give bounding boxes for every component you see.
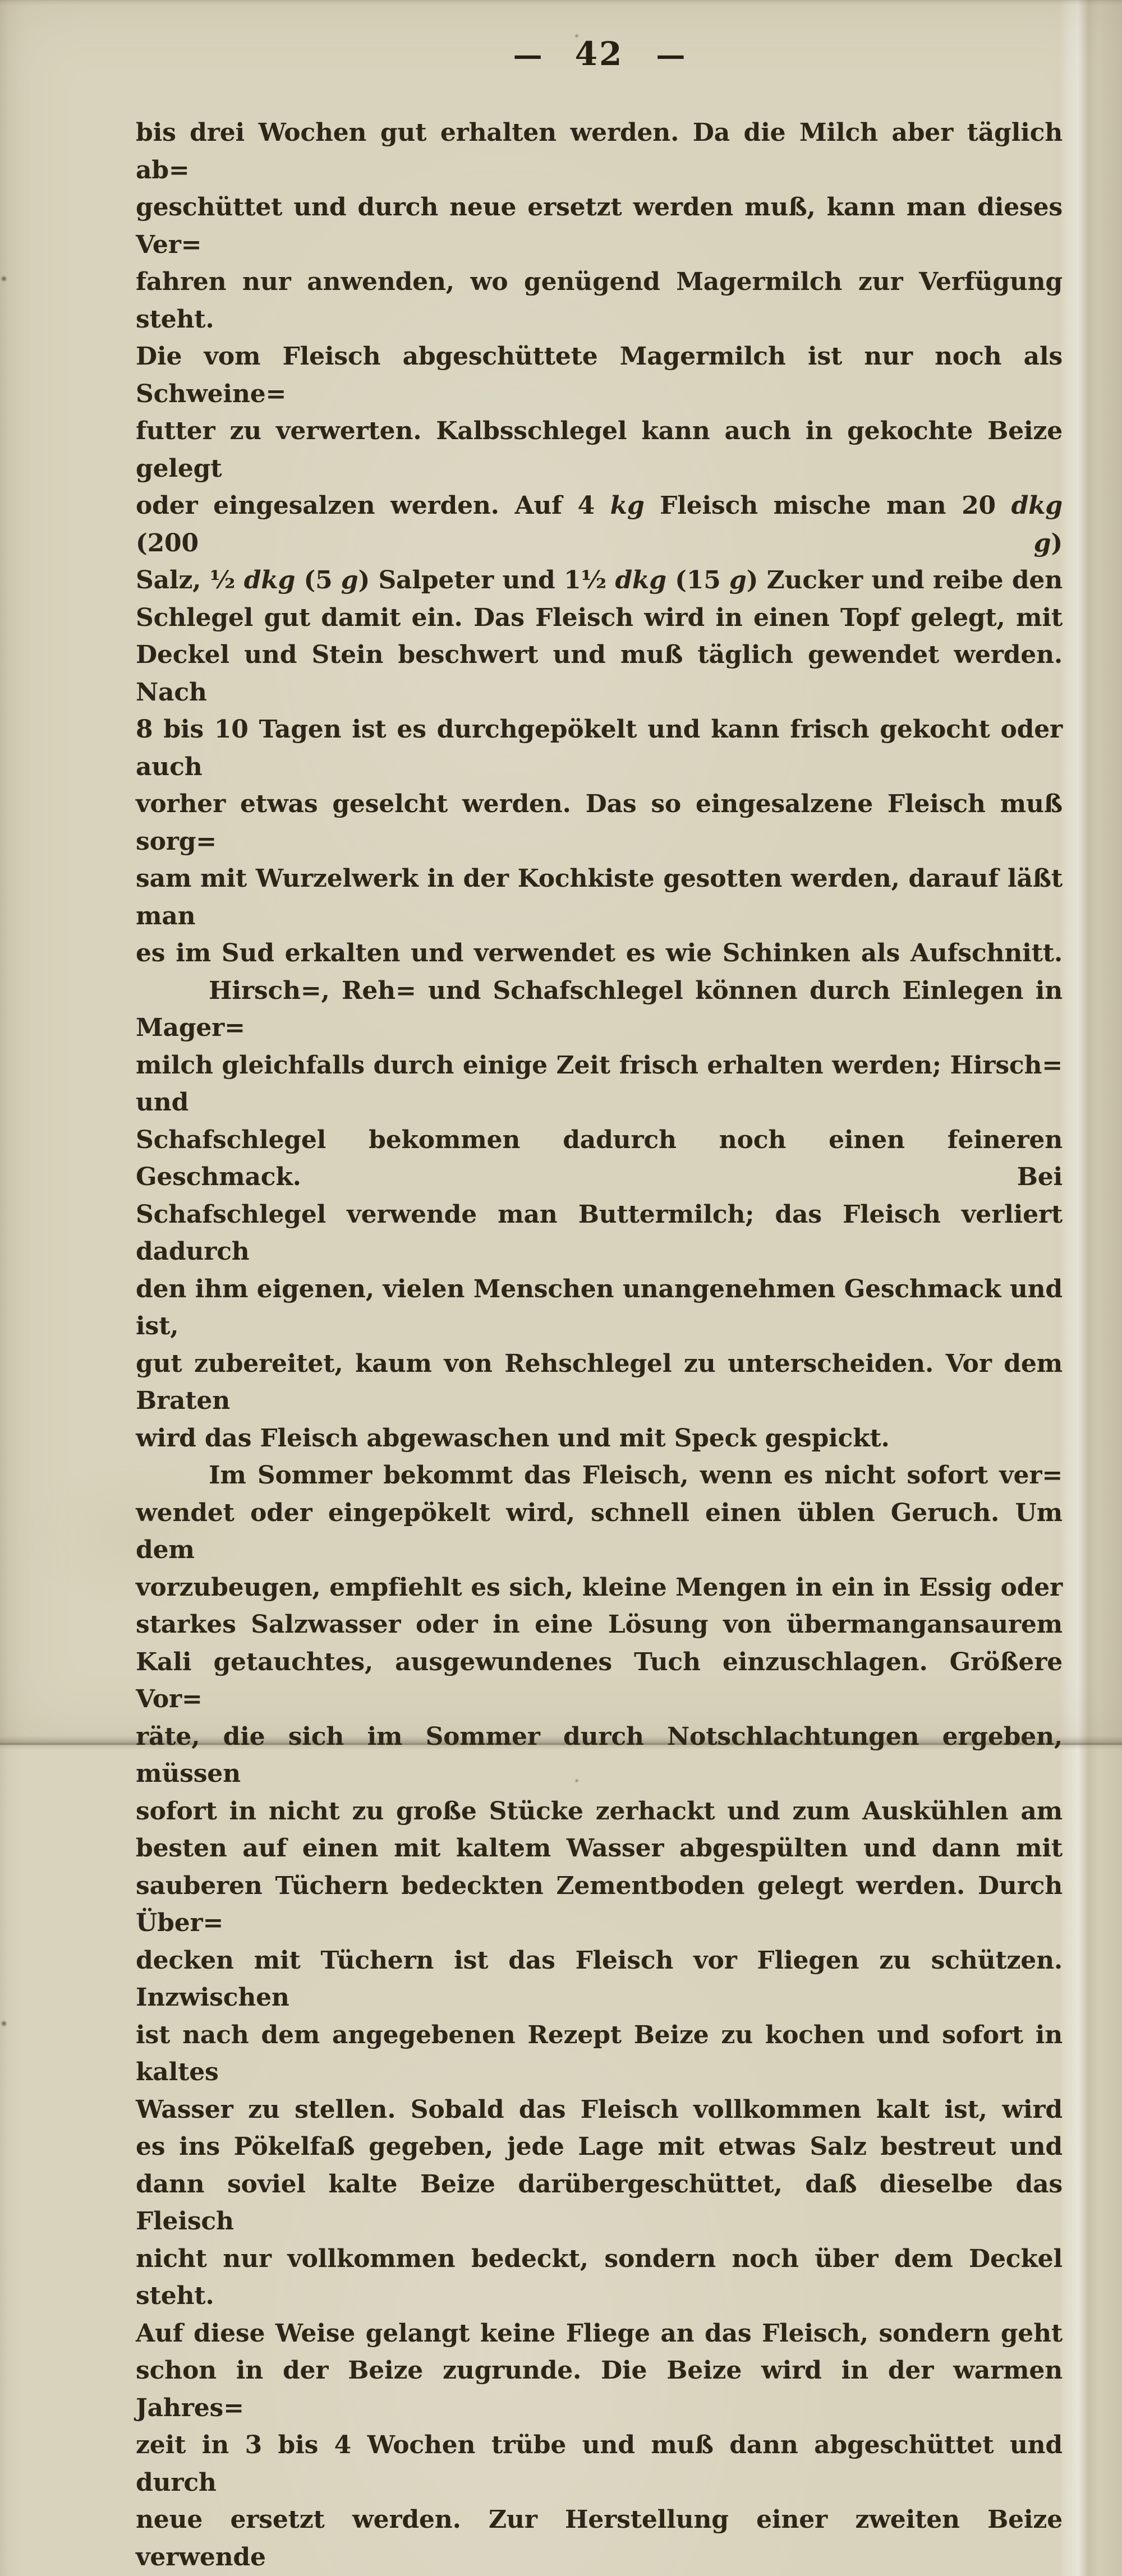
text-line: Schafschlegel verwende man Buttermilch; das Fleisch verliert dadurch — [136, 1200, 1063, 1266]
text-segment: dkg — [615, 566, 666, 595]
text-line: ist nach dem angegebenen Rezept Beize zu kochen und sofort in kaltes — [136, 2020, 1063, 2086]
text-line: gut zubereitet, kaum von Rehschlegel zu unterscheiden. Vor dem Braten — [136, 1349, 1063, 1415]
text-line: Schlegel gut damit ein. Das Fleisch wird in einen Topf gelegt, mit — [136, 603, 1063, 632]
text-line: milch gleichfalls durch einige Zeit frisch erhalten werden; Hirsch= und — [136, 1050, 1063, 1117]
text-line: es ins Pökelfaß gegeben, jede Lage mit etwas Salz bestreut und — [136, 2132, 1063, 2161]
text-line: Wasser zu stellen. Sobald das Fleisch vollkommen kalt ist, wird — [136, 2095, 1063, 2124]
text-line: bis drei Wochen gut erhalten werden. Da die Milch aber täglich ab= — [136, 118, 1063, 185]
text-line: sauberen Tüchern bedeckten Zementboden gelegt werden. Durch Über= — [136, 1871, 1063, 1937]
text-line: zeit in 3 bis 4 Wochen trübe und muß dann abgeschüttet und durch — [136, 2431, 1063, 2497]
text-line: sam mit Wurzelwerk in der Kochkiste gesotten werden, darauf läßt man — [136, 864, 1063, 930]
text-line: Schafschlegel bekommen dadurch noch einen feineren Geschmack. Bei — [136, 1125, 1063, 1191]
text-line: besten auf einen mit kaltem Wasser abgespülten und dann mit — [136, 1834, 1063, 1863]
text-line — [136, 562, 1063, 600]
text-segment: ) — [1051, 528, 1063, 557]
page-number: 42 — [574, 35, 624, 73]
text-line: es im Sud erkalten und verwendet es wie Schinken als Aufschnitt. — [136, 939, 1063, 967]
header-rule-left: — — [513, 38, 542, 72]
page-text — [136, 114, 1063, 2576]
text-segment: kg — [610, 491, 645, 520]
text-line: Hirsch=, Reh= und Schafschlegel können durch Einlegen in Mager= — [136, 976, 1063, 1042]
text-segment: dkg — [243, 566, 296, 595]
text-segment: Salz, ½ — [136, 566, 244, 595]
text-line: Die vom Fleisch abgeschüttete Magermilch ist nur noch als Schweine= — [136, 342, 1063, 408]
text-line: starkes Salzwasser oder in eine Lösung von übermangansaurem — [136, 1610, 1063, 1639]
text-line: Kali getauchtes, ausgewundenes Tuch einzuschlagen. Größere Vor= — [136, 1647, 1063, 1713]
text-line: räte, die sich im Sommer durch Notschlachtungen ergeben, müssen — [136, 1722, 1063, 1788]
text-segment: (200 — [136, 528, 1034, 557]
text-line: Deckel und Stein beschwert und muß täglich gewendet werden. Nach — [136, 640, 1063, 707]
text-segment: dkg — [1011, 491, 1063, 520]
text-segment: oder eingesalzen werden. Auf 4 — [136, 491, 610, 520]
text-segment: g — [341, 566, 358, 595]
text-line — [136, 487, 1063, 562]
page-header — [136, 35, 1063, 73]
text-line: geschüttet und durch neue ersetzt werden muß, kann man dieses Ver= — [136, 193, 1063, 259]
text-segment: (15 — [666, 566, 730, 595]
header-rule-right: — — [656, 38, 686, 72]
text-segment: (5 — [295, 566, 341, 595]
text-line: vorzubeugen, empfiehlt es sich, kleine Mengen in ein in Essig oder — [136, 1573, 1063, 1602]
text-line: vorher etwas geselcht werden. Das so eingesalzene Fleisch muß sorg= — [136, 790, 1063, 856]
text-segment: g — [729, 566, 747, 595]
text-line: Im Sommer bekommt das Fleisch, wenn es nicht sofort ver= — [209, 1461, 1063, 1490]
text-line: fahren nur anwenden, wo genügend Magermilch zur Verfügung steht. — [136, 268, 1063, 334]
text-line: dann soviel kalte Beize darübergeschüttet, daß dieselbe das Fleisch — [136, 2169, 1063, 2236]
text-segment: Fleisch mische man 20 — [644, 491, 1011, 520]
text-segment: ) Salpeter und 1½ — [358, 566, 615, 595]
text-line: schon in der Beize zugrunde. Die Beize wird in der warmen Jahres= — [136, 2356, 1063, 2422]
text-line: futter zu verwerten. Kalbsschlegel kann auch in gekochte Beize gelegt — [136, 417, 1063, 483]
text-line: decken mit Tüchern ist das Fleisch vor Fliegen zu schützen. Inzwischen — [136, 1946, 1063, 2012]
text-line: wird das Fleisch abgewaschen und mit Speck gespickt. — [136, 1423, 890, 1453]
text-line: sofort in nicht zu große Stücke zerhackt und zum Auskühlen am — [136, 1796, 1063, 1826]
text-segment: ) Zucker und reibe den — [746, 566, 1063, 595]
text-segment: g — [1033, 528, 1051, 557]
text-line: 8 bis 10 Tagen ist es durchgepökelt und kann frisch gekocht oder auch — [136, 715, 1063, 781]
text-line: den ihm eigenen, vielen Menschen unangenehmen Geschmack und ist, — [136, 1274, 1063, 1340]
text-line: nicht nur vollkommen bedeckt, sondern noch über dem Deckel steht. — [136, 2244, 1063, 2310]
text-line: wendet oder eingepökelt wird, schnell einen üblen Geruch. Um dem — [136, 1498, 1063, 1564]
text-line: Auf diese Weise gelangt keine Fliege an das Fleisch, sondern geht — [136, 2319, 1063, 2348]
text-line: neue ersetzt werden. Zur Herstellung einer zweiten Beize verwende — [136, 2505, 1063, 2572]
